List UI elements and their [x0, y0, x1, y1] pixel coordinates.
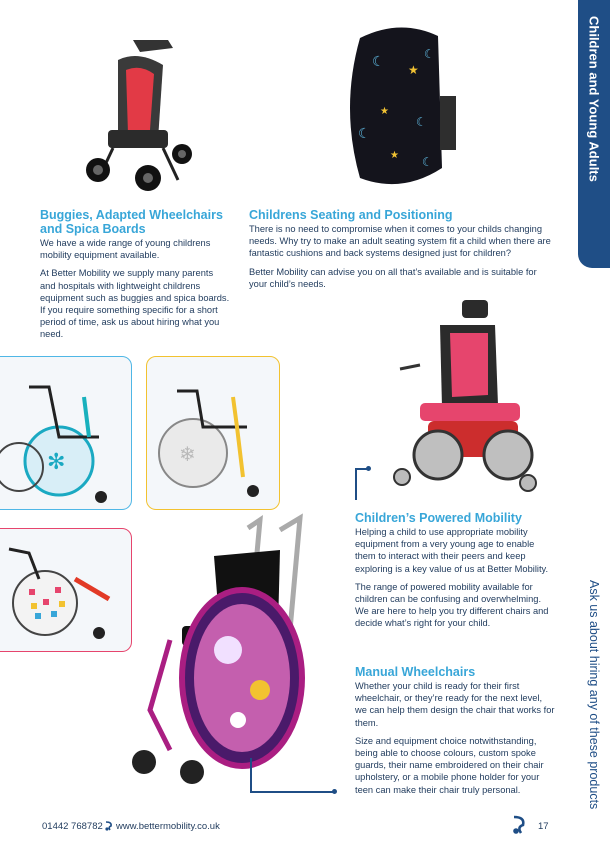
manual-line-dot	[332, 789, 337, 794]
buggies-section	[40, 208, 230, 341]
manual-line-vertical	[250, 758, 252, 792]
manual-line-horizontal	[250, 791, 334, 793]
svg-text:☾: ☾	[424, 47, 435, 61]
buggies-body: At Better Mobility we supply many parents and hospitals with lightweight childrens equipment such as buggies and spica boards. If you require something specific for a short period of time, ask us about hiring what you need.	[40, 268, 230, 340]
side-hire-note: Ask us about hiring any of these products	[587, 580, 601, 810]
svg-text:☾: ☾	[422, 155, 433, 169]
wheelchair-frame-pink	[0, 528, 132, 652]
footer-phone: 01442 768782	[42, 821, 103, 832]
svg-text:❄: ❄	[179, 442, 196, 466]
svg-text:★: ★	[390, 150, 399, 161]
svg-text:☾: ☾	[416, 115, 427, 129]
seating-body: Better Mobility can advise you on all that’s available and is suitable for your child’s needs.	[249, 266, 537, 289]
svg-text:★: ★	[380, 106, 389, 117]
manual-wheelchair-image	[130, 510, 330, 800]
buggy-image	[78, 30, 198, 195]
manual-section	[355, 665, 555, 796]
powered-section	[355, 511, 555, 630]
manual-heading: Manual Wheelchairs	[355, 665, 476, 679]
teal-wheelchair-image	[0, 357, 132, 510]
powered-body: The range of powered mobility available for children can be confusing and overwhelming. We are here to help you try different chairs and decide what’s right for your child.	[355, 581, 549, 629]
buggies-heading: Buggies, Adapted Wheelchairs and Spica Boards	[40, 208, 223, 236]
svg-text:☾: ☾	[358, 126, 371, 142]
svg-text:✻: ✻	[47, 450, 66, 475]
powered-line-vertical	[355, 468, 357, 500]
red-wheelchair-image	[0, 529, 132, 652]
back-cushion-image	[330, 18, 470, 208]
powered-line-horizontal	[355, 468, 369, 470]
powered-intro: Helping a child to use appropriate mobility equipment from a very young age to enable them to interact with their peers and keep exploring is a key value of us at Better Mobility.	[355, 527, 549, 574]
footer-website[interactable]: www.bettermobility.co.uk	[116, 821, 220, 832]
bm-logo-large-icon	[510, 814, 528, 836]
seating-section	[249, 208, 554, 290]
side-tab-title: Children and Young Adults	[586, 16, 602, 182]
seating-intro: There is no need to compromise when it comes to your childs changing needs. Why try to make an adult seating system fit a child when there are fantastic cushions and back systems designed just for children?	[249, 224, 551, 259]
manual-intro: Whether your child is ready for their first wheelchair, or they’re ready for the next level, we can help them design the chair that works for them.	[355, 681, 555, 728]
powered-wheelchair-image	[380, 295, 550, 500]
wheelchair-frame-blue	[0, 356, 132, 510]
buggies-intro: We have a wide range of young childrens mobility equipment available.	[40, 238, 211, 261]
svg-text:★: ★	[408, 63, 419, 77]
powered-heading: Children’s Powered Mobility	[355, 511, 522, 525]
seating-heading: Childrens Seating and Positioning	[249, 208, 453, 222]
page-number: 17	[538, 821, 549, 832]
manual-body: Size and equipment choice notwithstanding, being able to choose colours, custom spoke guards, their name embroidered on their chair upholstery, or a mobile phone holder for your teen can make their chair truly personal.	[355, 735, 544, 795]
yellow-wheelchair-image	[147, 357, 280, 510]
wheelchair-frame-yellow	[146, 356, 280, 510]
bm-logo-icon	[104, 820, 114, 832]
svg-text:☾: ☾	[372, 54, 385, 70]
